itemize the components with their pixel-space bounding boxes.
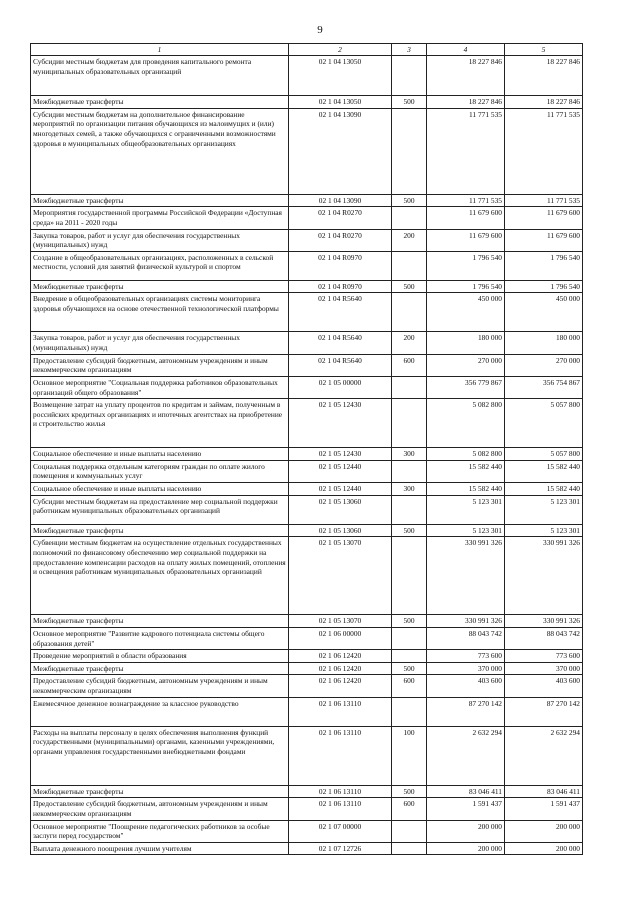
kind-cell (392, 820, 427, 842)
kind-cell: 200 (392, 332, 427, 354)
row-name: Субвенции местным бюджетам на осуществление отдельных государственных полномочий по финансовому обеспечению мер социальной поддержки на предоставление компенсации расходов на оплату жилых помещений, отопления и освещения работникам муниципальных образовательных организаций (31, 537, 289, 615)
row-name: Закупка товаров, работ и услуг для обеспечения государственных (муниципальных) нужд (31, 332, 289, 354)
table-row (31, 675, 583, 697)
code-cell: 02 1 04 R5640 (289, 293, 392, 332)
table-header-row (31, 44, 583, 56)
table-row (31, 229, 583, 251)
code-cell: 02 1 06 12420 (289, 675, 392, 697)
value-col5: 1 796 540 (505, 280, 583, 293)
code-cell: 02 1 05 12440 (289, 483, 392, 496)
kind-cell: 500 (392, 194, 427, 207)
value-col4: 1 591 437 (427, 798, 505, 820)
code-cell: 02 1 06 13110 (289, 798, 392, 820)
value-col4: 5 082 800 (427, 399, 505, 448)
code-cell: 02 1 06 13110 (289, 726, 392, 785)
code-cell: 02 1 05 00000 (289, 376, 392, 398)
value-col5: 200 000 (505, 820, 583, 842)
table-row (31, 662, 583, 675)
kind-cell: 600 (392, 798, 427, 820)
value-col5: 1 591 437 (505, 798, 583, 820)
row-name: Социальное обеспечение и иные выплаты населению (31, 448, 289, 461)
value-col4: 450 000 (427, 293, 505, 332)
budget-table (30, 43, 583, 855)
value-col5: 330 991 326 (505, 615, 583, 628)
code-cell: 02 1 06 13110 (289, 785, 392, 798)
code-cell: 02 1 05 13060 (289, 524, 392, 537)
value-col5: 18 227 846 (505, 56, 583, 96)
value-col5: 330 991 326 (505, 537, 583, 615)
row-name: Выплата денежного поощрения лучшим учителям (31, 842, 289, 855)
code-cell: 02 1 05 12430 (289, 448, 392, 461)
table-row (31, 495, 583, 524)
row-name: Ежемесячное денежное вознаграждение за классное руководство (31, 697, 289, 726)
value-col5: 5 123 301 (505, 495, 583, 524)
value-col5: 200 000 (505, 842, 583, 855)
kind-cell (392, 251, 427, 280)
value-col4: 1 796 540 (427, 251, 505, 280)
code-cell: 02 1 04 R0970 (289, 280, 392, 293)
code-cell: 02 1 07 00000 (289, 820, 392, 842)
value-col4: 370 000 (427, 662, 505, 675)
value-col4: 330 991 326 (427, 537, 505, 615)
kind-cell (392, 627, 427, 649)
table-row (31, 280, 583, 293)
value-col4: 11 771 535 (427, 108, 505, 194)
value-col5: 87 270 142 (505, 697, 583, 726)
value-col5: 773 600 (505, 650, 583, 663)
row-name: Социальное обеспечение и иные выплаты населению (31, 483, 289, 496)
value-col5: 15 582 440 (505, 483, 583, 496)
row-name: Расходы на выплаты персоналу в целях обеспечения выполнения функций государственными (муниципальными) органами, казенными учреждениями, органами управления государственными внебюджетными фондами (31, 726, 289, 785)
table-row (31, 448, 583, 461)
table-row (31, 697, 583, 726)
value-col5: 356 754 867 (505, 376, 583, 398)
kind-cell (392, 56, 427, 96)
code-cell: 02 1 04 13090 (289, 108, 392, 194)
value-col4: 18 227 846 (427, 96, 505, 109)
value-col4: 270 000 (427, 354, 505, 376)
kind-cell: 600 (392, 354, 427, 376)
value-col5: 11 771 535 (505, 194, 583, 207)
table-row (31, 524, 583, 537)
value-col5: 5 057 800 (505, 399, 583, 448)
kind-cell (392, 376, 427, 398)
code-cell: 02 1 04 R0270 (289, 229, 392, 251)
kind-cell: 300 (392, 483, 427, 496)
row-name: Межбюджетные трансферты (31, 524, 289, 537)
kind-cell: 500 (392, 280, 427, 293)
table-row (31, 293, 583, 332)
code-cell: 02 1 05 12440 (289, 460, 392, 482)
kind-cell: 300 (392, 448, 427, 461)
code-cell: 02 1 04 R0270 (289, 207, 392, 229)
value-col4: 330 991 326 (427, 615, 505, 628)
row-name: Межбюджетные трансферты (31, 194, 289, 207)
value-col5: 403 600 (505, 675, 583, 697)
value-col4: 5 082 800 (427, 448, 505, 461)
kind-cell (392, 842, 427, 855)
row-name: Возмещение затрат на уплату процентов по кредитам и займам, полученным в российских кредитных организациях и ипотечных агентствах на приобретение и строительство жилья (31, 399, 289, 448)
value-col5: 270 000 (505, 354, 583, 376)
code-cell: 02 1 05 13060 (289, 495, 392, 524)
value-col4: 11 679 600 (427, 207, 505, 229)
value-col5: 1 796 540 (505, 251, 583, 280)
row-name: Основное мероприятие "Поощрение педагогических работников за особые заслуги перед государством" (31, 820, 289, 842)
kind-cell (392, 108, 427, 194)
code-cell: 02 1 05 13070 (289, 615, 392, 628)
row-name: Проведение мероприятий в области образования (31, 650, 289, 663)
row-name: Субсидии местным бюджетам на предоставление мер социальной поддержки работникам муниципальных образовательных организаций (31, 495, 289, 524)
kind-cell: 500 (392, 96, 427, 109)
kind-cell (392, 537, 427, 615)
code-cell: 02 1 04 R0970 (289, 251, 392, 280)
code-cell: 02 1 04 R5640 (289, 354, 392, 376)
value-col5: 11 679 600 (505, 229, 583, 251)
value-col4: 2 632 294 (427, 726, 505, 785)
value-col4: 403 600 (427, 675, 505, 697)
table-row (31, 251, 583, 280)
kind-cell: 100 (392, 726, 427, 785)
kind-cell (392, 399, 427, 448)
header-col-2: 2 (289, 44, 392, 56)
kind-cell: 500 (392, 615, 427, 628)
row-name: Межбюджетные трансферты (31, 662, 289, 675)
kind-cell (392, 293, 427, 332)
code-cell: 02 1 06 13110 (289, 697, 392, 726)
code-cell: 02 1 04 13090 (289, 194, 392, 207)
code-cell: 02 1 04 R5640 (289, 332, 392, 354)
kind-cell: 500 (392, 524, 427, 537)
kind-cell (392, 697, 427, 726)
value-col4: 87 270 142 (427, 697, 505, 726)
code-cell: 02 1 05 12430 (289, 399, 392, 448)
table-row (31, 726, 583, 785)
kind-cell: 500 (392, 785, 427, 798)
table-row (31, 820, 583, 842)
table-row (31, 207, 583, 229)
table-row (31, 332, 583, 354)
row-name: Предоставление субсидий бюджетным, автономным учреждениям и иным некоммерческим организациям (31, 798, 289, 820)
table-row (31, 96, 583, 109)
value-col5: 5 057 800 (505, 448, 583, 461)
table-row (31, 798, 583, 820)
row-name: Межбюджетные трансферты (31, 280, 289, 293)
table-row (31, 194, 583, 207)
kind-cell: 200 (392, 229, 427, 251)
header-col-3: 3 (392, 44, 427, 56)
value-col4: 83 046 411 (427, 785, 505, 798)
value-col5: 88 043 742 (505, 627, 583, 649)
row-name: Межбюджетные трансферты (31, 96, 289, 109)
value-col4: 11 771 535 (427, 194, 505, 207)
row-name: Внедрение в общеобразовательных организациях системы мониторинга здоровья обучающихся на основе отечественной технологической платформы (31, 293, 289, 332)
value-col4: 88 043 742 (427, 627, 505, 649)
row-name: Предоставление субсидий бюджетным, автономным учреждениям и иным некоммерческим организациям (31, 675, 289, 697)
kind-cell: 500 (392, 662, 427, 675)
value-col5: 370 000 (505, 662, 583, 675)
kind-cell (392, 650, 427, 663)
value-col4: 1 796 540 (427, 280, 505, 293)
row-name: Основное мероприятие "Социальная поддержка работников образовательных организаций общего образования" (31, 376, 289, 398)
row-name: Социальная поддержка отдельным категориям граждан по оплате жилого помещения и коммунальных услуг (31, 460, 289, 482)
value-col4: 180 000 (427, 332, 505, 354)
table-row (31, 483, 583, 496)
table-row (31, 785, 583, 798)
header-col-4: 4 (427, 44, 505, 56)
table-row (31, 537, 583, 615)
table-row (31, 56, 583, 96)
table-row (31, 627, 583, 649)
value-col4: 200 000 (427, 820, 505, 842)
page-number: 9 (317, 24, 323, 36)
row-name: Субсидии местным бюджетам для проведения капитального ремонта муниципальных образовательных организаций (31, 56, 289, 96)
value-col5: 83 046 411 (505, 785, 583, 798)
table-row (31, 108, 583, 194)
value-col5: 11 771 535 (505, 108, 583, 194)
value-col5: 15 582 440 (505, 460, 583, 482)
value-col5: 450 000 (505, 293, 583, 332)
header-col-1: 1 (31, 44, 289, 56)
code-cell: 02 1 04 13050 (289, 96, 392, 109)
value-col5: 180 000 (505, 332, 583, 354)
row-name: Мероприятия государственной программы Российской Федерации «Доступная среда» на 2011 - 2020 годы (31, 207, 289, 229)
kind-cell (392, 495, 427, 524)
row-name: Межбюджетные трансферты (31, 785, 289, 798)
kind-cell (392, 460, 427, 482)
code-cell: 02 1 06 12420 (289, 662, 392, 675)
value-col5: 18 227 846 (505, 96, 583, 109)
header-col-5: 5 (505, 44, 583, 56)
code-cell: 02 1 06 12420 (289, 650, 392, 663)
table-row (31, 615, 583, 628)
value-col4: 356 779 867 (427, 376, 505, 398)
row-name: Создание в общеобразовательных организациях, расположенных в сельской местности, условий для занятий физической культурой и спортом (31, 251, 289, 280)
value-col5: 2 632 294 (505, 726, 583, 785)
row-name: Субсидии местным бюджетам на дополнительное финансирование мероприятий по организации питания обучающихся из малоимущих и (или) многодетных семей, а также обучающихся с ограниченными возможностями здоровья в муниципальных общеобразовательных организациях (31, 108, 289, 194)
table-row (31, 376, 583, 398)
row-name: Предоставление субсидий бюджетным, автономным учреждениям и иным некоммерческим организациям (31, 354, 289, 376)
code-cell: 02 1 07 12726 (289, 842, 392, 855)
value-col5: 5 123 301 (505, 524, 583, 537)
table-row (31, 842, 583, 855)
code-cell: 02 1 06 00000 (289, 627, 392, 649)
value-col4: 200 000 (427, 842, 505, 855)
value-col5: 11 679 600 (505, 207, 583, 229)
value-col4: 5 123 301 (427, 524, 505, 537)
value-col4: 5 123 301 (427, 495, 505, 524)
code-cell: 02 1 04 13050 (289, 56, 392, 96)
value-col4: 15 582 440 (427, 460, 505, 482)
row-name: Закупка товаров, работ и услуг для обеспечения государственных (муниципальных) нужд (31, 229, 289, 251)
row-name: Основное мероприятие "Развитие кадрового потенциала системы общего образования детей" (31, 627, 289, 649)
code-cell: 02 1 05 13070 (289, 537, 392, 615)
value-col4: 15 582 440 (427, 483, 505, 496)
table-row (31, 354, 583, 376)
table-row (31, 650, 583, 663)
value-col4: 11 679 600 (427, 229, 505, 251)
kind-cell: 600 (392, 675, 427, 697)
row-name: Межбюджетные трансферты (31, 615, 289, 628)
table-row (31, 399, 583, 448)
value-col4: 18 227 846 (427, 56, 505, 96)
kind-cell (392, 207, 427, 229)
value-col4: 773 600 (427, 650, 505, 663)
table-row (31, 460, 583, 482)
